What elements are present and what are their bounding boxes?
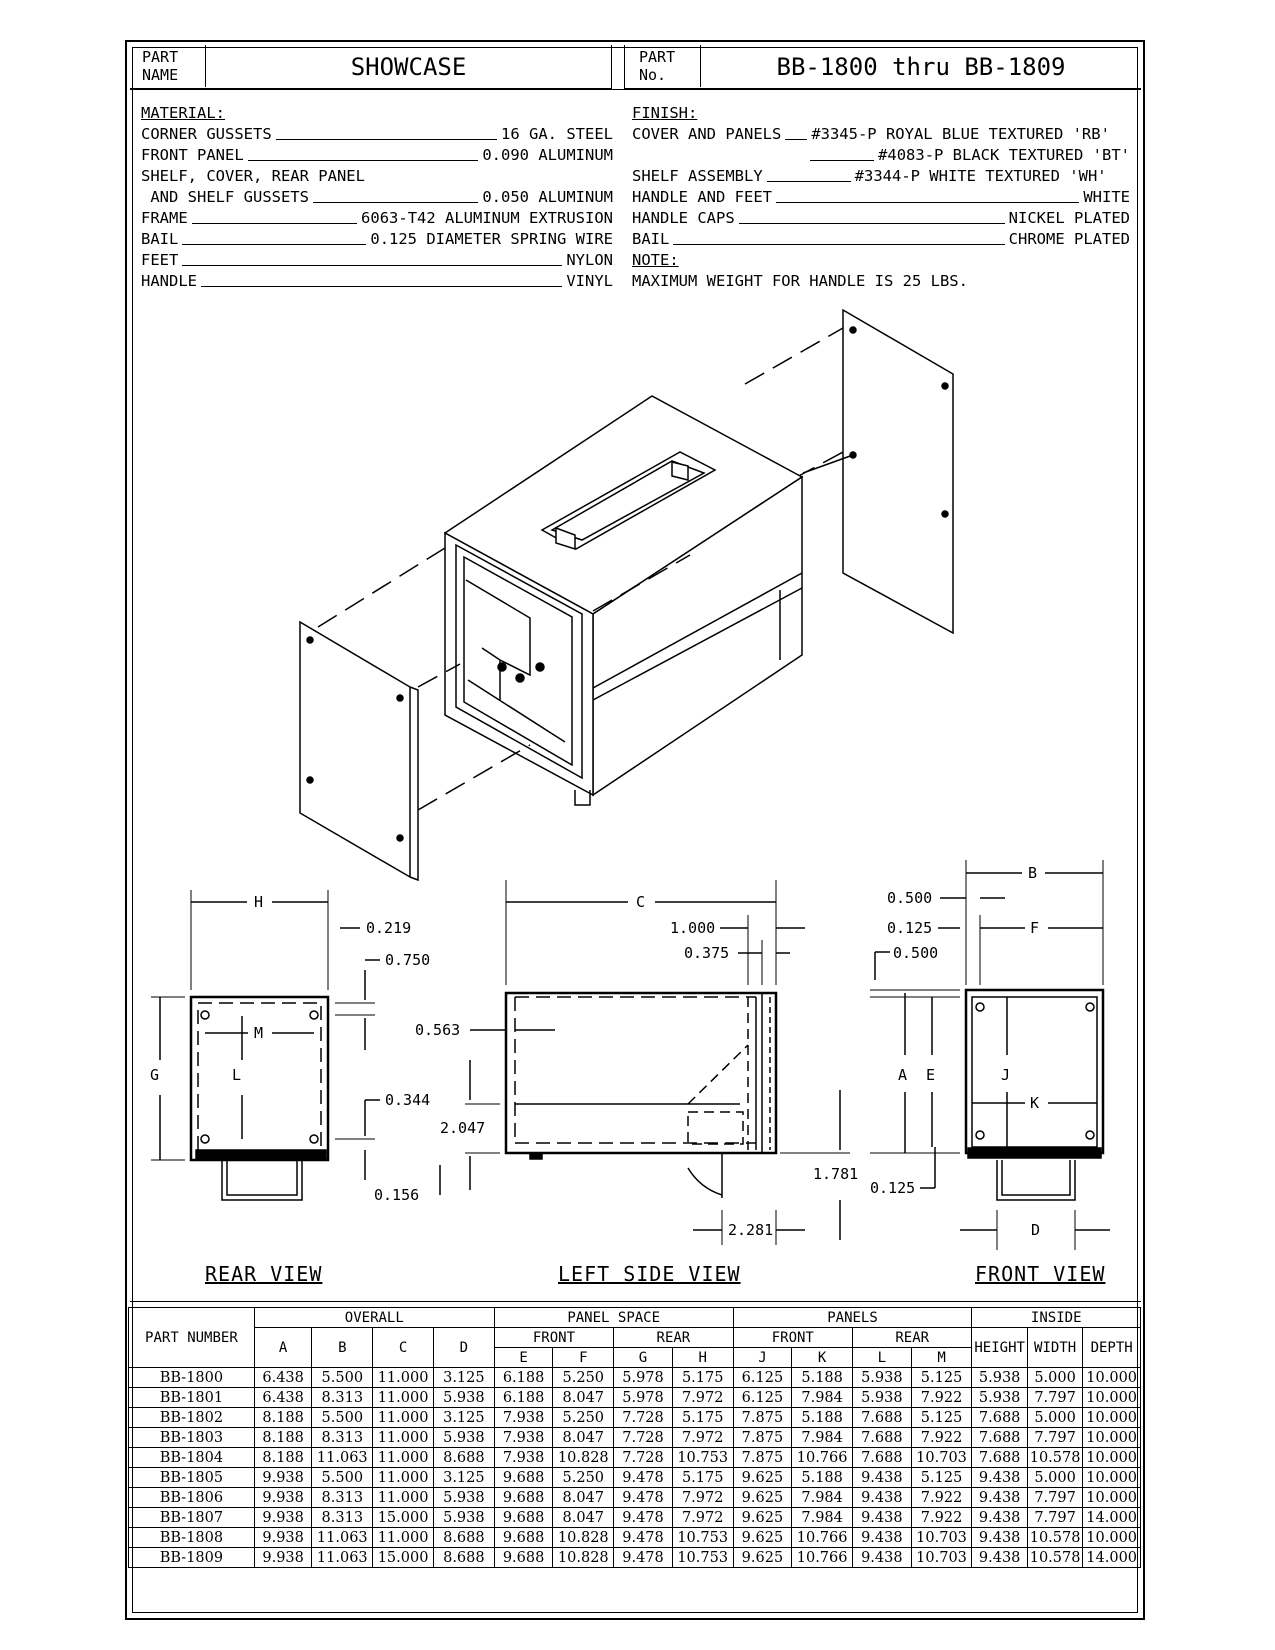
table-cell: 9.938 bbox=[254, 1468, 312, 1488]
table-cell: 8.047 bbox=[553, 1388, 614, 1408]
table-cell: 8.313 bbox=[312, 1488, 373, 1508]
table-cell: 9.625 bbox=[733, 1488, 792, 1508]
table-cell: 10.000 bbox=[1083, 1468, 1141, 1488]
table-row bbox=[129, 1548, 1141, 1568]
table-cell: 9.688 bbox=[494, 1528, 553, 1548]
table-cell: 9.438 bbox=[853, 1468, 912, 1488]
table-cell: 7.797 bbox=[1027, 1388, 1082, 1408]
table-divider bbox=[130, 1301, 1141, 1302]
part-name: SHOWCASE bbox=[350, 52, 467, 81]
table-cell: 5.250 bbox=[553, 1408, 614, 1428]
dim-k: K bbox=[1030, 1094, 1040, 1112]
table-cell: 9.438 bbox=[972, 1508, 1027, 1528]
table-cell: 5.938 bbox=[853, 1388, 912, 1408]
table-cell: 9.938 bbox=[254, 1528, 312, 1548]
table-cell: 9.478 bbox=[614, 1468, 673, 1488]
part-number-cell: BB-1807 bbox=[129, 1508, 255, 1528]
table-cell: 11.063 bbox=[312, 1448, 373, 1468]
table-cell: 7.922 bbox=[911, 1508, 972, 1528]
table-cell: 3.125 bbox=[433, 1468, 494, 1488]
dim-0500a: 0.500 bbox=[887, 889, 933, 907]
table-cell: 7.688 bbox=[972, 1448, 1027, 1468]
table-cell: 8.688 bbox=[433, 1528, 494, 1548]
table-cell: 7.938 bbox=[494, 1408, 553, 1428]
table-cell: 11.000 bbox=[373, 1528, 434, 1548]
dim-e: E bbox=[926, 1066, 936, 1084]
table-cell: 6.438 bbox=[254, 1368, 312, 1388]
dim-0750: 0.750 bbox=[385, 951, 431, 969]
table-cell: 8.188 bbox=[254, 1408, 312, 1428]
table-cell: 7.688 bbox=[972, 1428, 1027, 1448]
table-cell: 10.578 bbox=[1027, 1448, 1082, 1468]
table-cell: 10.703 bbox=[911, 1528, 972, 1548]
table-cell: 5.938 bbox=[433, 1508, 494, 1528]
table-cell: 9.688 bbox=[494, 1468, 553, 1488]
part-number-cell: BB-1806 bbox=[129, 1488, 255, 1508]
table-cell: 5.978 bbox=[614, 1368, 673, 1388]
table-cell: 7.938 bbox=[494, 1448, 553, 1468]
dim-1781: 1.781 bbox=[813, 1165, 859, 1183]
left-side-view-drawing bbox=[465, 880, 850, 1245]
dimension-table: PART NUMBER OVERALL PANEL SPACE PANELS INSIDE A B C D FRONT REAR FRONT REAR HEIGHT WIDTH DEPTH E F G H J K L M BB-1800 6.438 5.500 11.000 3.125 6.188 5.250 5.978 5.175 6.125 5.188 5.938 5.125 5.938 5.000 10.000 BB-1801 6.438 8.313 11.000 5.938 6.188 8.047 5.978 7.972 6.125 7.984 5.938 7.922 5.938 7.797 10.000 BB-1802 8.188 5.500 11.000 3.125 7.938 5.250 7.728 5.175 7.875 5.188 7.688 5.125 7.688 5.000 10.000 BB-1803 8.188 8.313 11.000 5.938 7.938 8.047 7.728 7.972 7.875 7.984 7.688 7.922 7.688 7.797 10.000 BB-1804 8.188 11.063 11.000 8.688 7.938 10.828 7.728 10.753 7.875 10.766 7.688 10.703 7.688 10.578 10.000 BB-1805 9.938 5.500 11.000 3.125 9.688 5.250 9.478 5.175 9.625 5.188 9.438 5.125 9.438 5.000 10.000 BB-1806 9.938 8.313 11.000 5.938 9.688 8.047 9.478 7.972 9.625 7.984 9.438 7.922 9.438 7.797 10.000 BB-1807 9.938 8.313 15.000 5.938 9.688 8.047 9.478 7.972 9.625 7.984 9.438 7.922 9.438 7.797 14.000 BB-1808 9.938 11.063 11.000 8.688 9.688 10.828 9.478 10.753 9.625 10.766 9.438 10.703 9.438 10.578 10.000 BB-1809 9.938 11.063 15.000 8.688 9.688 10.828 9.478 10.753 9.625 10.766 9.438 10.703 9.438 10.578 14.000 bbox=[128, 1307, 1141, 1568]
table-cell: 15.000 bbox=[373, 1508, 434, 1528]
table-cell: 9.478 bbox=[614, 1548, 673, 1568]
isometric-assembly bbox=[300, 310, 953, 880]
table-cell: 11.000 bbox=[373, 1368, 434, 1388]
table-row bbox=[129, 1368, 1141, 1388]
dim-0156: 0.156 bbox=[374, 1186, 420, 1204]
table-cell: 9.688 bbox=[494, 1548, 553, 1568]
table-cell: 9.478 bbox=[614, 1508, 673, 1528]
table-cell: 5.188 bbox=[792, 1468, 853, 1488]
table-cell: 5.938 bbox=[433, 1428, 494, 1448]
table-cell: 5.000 bbox=[1027, 1408, 1082, 1428]
table-cell: 7.922 bbox=[911, 1488, 972, 1508]
table-cell: 10.828 bbox=[553, 1448, 614, 1468]
table-cell: 7.875 bbox=[733, 1448, 792, 1468]
table-cell: 11.000 bbox=[373, 1388, 434, 1408]
dim-2047: 2.047 bbox=[440, 1119, 486, 1137]
table-cell: 5.175 bbox=[672, 1468, 733, 1488]
part-number-cell: BB-1801 bbox=[129, 1388, 255, 1408]
table-cell: 9.625 bbox=[733, 1468, 792, 1488]
table-cell: 3.125 bbox=[433, 1368, 494, 1388]
table-cell: 7.938 bbox=[494, 1428, 553, 1448]
rear-view-label: REAR VIEW bbox=[205, 1262, 323, 1286]
table-row bbox=[129, 1528, 1141, 1548]
dim-0125a: 0.125 bbox=[887, 919, 933, 937]
table-cell: 9.438 bbox=[853, 1508, 912, 1528]
part-no-label: PART No. bbox=[625, 45, 701, 87]
table-cell: 5.938 bbox=[972, 1388, 1027, 1408]
note-heading: NOTE: bbox=[632, 251, 679, 269]
table-row bbox=[129, 1468, 1141, 1488]
table-cell: 9.625 bbox=[733, 1528, 792, 1548]
table-cell: 5.500 bbox=[312, 1408, 373, 1428]
material-spec: MATERIAL: CORNER GUSSETS 16 GA. STEEL FRONT PANEL 0.090 ALUMINUM SHELF, COVER, REAR PANEL AND SHELF GUSSETS 0.050 ALUMINUM FRAME 6063-T42 ALUMINUM EXTRUSION BAIL 0.125 DIAMETER SPRING WIRE FEET NYLON HANDLE VINYL bbox=[141, 104, 613, 290]
table-cell: 10.766 bbox=[792, 1548, 853, 1568]
table-cell: 7.984 bbox=[792, 1488, 853, 1508]
table-row bbox=[129, 1408, 1141, 1428]
table-cell: 9.478 bbox=[614, 1488, 673, 1508]
table-cell: 8.688 bbox=[433, 1448, 494, 1468]
table-cell: 7.688 bbox=[853, 1448, 912, 1468]
table-cell: 8.188 bbox=[254, 1428, 312, 1448]
dim-0125b: 0.125 bbox=[870, 1179, 916, 1197]
dim-0219: 0.219 bbox=[366, 919, 412, 937]
table-cell: 5.175 bbox=[672, 1408, 733, 1428]
dim-h: H bbox=[254, 893, 264, 911]
table-cell: 7.875 bbox=[733, 1428, 792, 1448]
dim-m: M bbox=[254, 1024, 264, 1042]
table-cell: 9.688 bbox=[494, 1508, 553, 1528]
finish-heading: FINISH: bbox=[632, 104, 698, 122]
table-cell: 5.938 bbox=[853, 1368, 912, 1388]
table-cell: 8.047 bbox=[553, 1508, 614, 1528]
table-cell: 9.438 bbox=[972, 1468, 1027, 1488]
table-cell: 10.000 bbox=[1083, 1448, 1141, 1468]
table-cell: 5.938 bbox=[433, 1488, 494, 1508]
table-cell: 5.188 bbox=[792, 1408, 853, 1428]
dim-c: C bbox=[636, 893, 646, 911]
table-cell: 8.188 bbox=[254, 1448, 312, 1468]
dim-b: B bbox=[1028, 864, 1038, 882]
table-cell: 10.753 bbox=[672, 1548, 733, 1568]
dim-0500b: 0.500 bbox=[893, 944, 939, 962]
table-cell: 5.500 bbox=[312, 1468, 373, 1488]
part-number-cell: BB-1803 bbox=[129, 1428, 255, 1448]
table-cell: 9.938 bbox=[254, 1508, 312, 1528]
table-cell: 7.984 bbox=[792, 1508, 853, 1528]
table-cell: 9.938 bbox=[254, 1488, 312, 1508]
table-cell: 7.797 bbox=[1027, 1428, 1082, 1448]
table-cell: 7.972 bbox=[672, 1428, 733, 1448]
table-cell: 9.438 bbox=[972, 1548, 1027, 1568]
table-cell: 10.578 bbox=[1027, 1528, 1082, 1548]
table-cell: 5.938 bbox=[972, 1368, 1027, 1388]
table-cell: 9.438 bbox=[972, 1488, 1027, 1508]
table-cell: 11.000 bbox=[373, 1428, 434, 1448]
table-cell: 11.000 bbox=[373, 1488, 434, 1508]
table-cell: 10.000 bbox=[1083, 1528, 1141, 1548]
table-cell: 3.125 bbox=[433, 1408, 494, 1428]
table-cell: 5.938 bbox=[433, 1388, 494, 1408]
table-cell: 6.188 bbox=[494, 1388, 553, 1408]
th-panel-space: PANEL SPACE bbox=[494, 1308, 733, 1328]
table-cell: 5.125 bbox=[911, 1408, 972, 1428]
part-number-cell: BB-1805 bbox=[129, 1468, 255, 1488]
table-cell: 7.922 bbox=[911, 1388, 972, 1408]
table-cell: 5.250 bbox=[553, 1368, 614, 1388]
table-cell: 9.478 bbox=[614, 1528, 673, 1548]
dim-d: D bbox=[1031, 1221, 1041, 1239]
part-no: BB-1800 thru BB-1809 bbox=[776, 52, 1066, 81]
table-cell: 11.000 bbox=[373, 1448, 434, 1468]
left-side-view-label: LEFT SIDE VIEW bbox=[558, 1262, 741, 1286]
table-cell: 7.688 bbox=[972, 1408, 1027, 1428]
part-name-label: PART NAME bbox=[130, 45, 206, 87]
th-overall: OVERALL bbox=[254, 1308, 494, 1328]
dim-g: G bbox=[150, 1066, 160, 1084]
table-cell: 10.578 bbox=[1027, 1548, 1082, 1568]
dim-j: J bbox=[1001, 1066, 1011, 1084]
part-number-cell: BB-1808 bbox=[129, 1528, 255, 1548]
table-cell: 8.313 bbox=[312, 1428, 373, 1448]
table-cell: 8.313 bbox=[312, 1388, 373, 1408]
table-cell: 10.828 bbox=[553, 1528, 614, 1548]
table-cell: 6.438 bbox=[254, 1388, 312, 1408]
table-cell: 5.175 bbox=[672, 1368, 733, 1388]
table-cell: 10.753 bbox=[672, 1528, 733, 1548]
dim-2281: 2.281 bbox=[728, 1221, 774, 1239]
table-cell: 5.000 bbox=[1027, 1468, 1082, 1488]
table-cell: 7.688 bbox=[853, 1428, 912, 1448]
rear-panel bbox=[843, 310, 953, 633]
part-number-cell: BB-1809 bbox=[129, 1548, 255, 1568]
table-cell: 10.753 bbox=[672, 1448, 733, 1468]
table-cell: 11.000 bbox=[373, 1468, 434, 1488]
table-row bbox=[129, 1488, 1141, 1508]
front-view-label: FRONT VIEW bbox=[975, 1262, 1106, 1286]
table-cell: 10.000 bbox=[1083, 1428, 1141, 1448]
table-row bbox=[129, 1508, 1141, 1528]
table-cell: 9.438 bbox=[853, 1548, 912, 1568]
table-cell: 10.000 bbox=[1083, 1388, 1141, 1408]
table-cell: 11.000 bbox=[373, 1408, 434, 1428]
dim-0375: 0.375 bbox=[684, 944, 730, 962]
table-row bbox=[129, 1428, 1141, 1448]
table-cell: 10.000 bbox=[1083, 1488, 1141, 1508]
dim-1000: 1.000 bbox=[670, 919, 716, 937]
table-cell: 10.000 bbox=[1083, 1408, 1141, 1428]
table-cell: 5.978 bbox=[614, 1388, 673, 1408]
dim-0563: 0.563 bbox=[415, 1021, 461, 1039]
table-cell: 8.313 bbox=[312, 1508, 373, 1528]
part-number-cell: BB-1802 bbox=[129, 1408, 255, 1428]
table-cell: 9.438 bbox=[853, 1488, 912, 1508]
table-cell: 7.797 bbox=[1027, 1488, 1082, 1508]
table-cell: 7.688 bbox=[853, 1408, 912, 1428]
table-cell: 9.625 bbox=[733, 1548, 792, 1568]
table-cell: 14.000 bbox=[1083, 1548, 1141, 1568]
table-cell: 5.500 bbox=[312, 1368, 373, 1388]
table-cell: 8.047 bbox=[553, 1488, 614, 1508]
th-part-number: PART NUMBER bbox=[129, 1308, 255, 1368]
table-cell: 5.000 bbox=[1027, 1368, 1082, 1388]
table-cell: 9.625 bbox=[733, 1508, 792, 1528]
table-cell: 7.972 bbox=[672, 1508, 733, 1528]
table-cell: 6.125 bbox=[733, 1368, 792, 1388]
front-panel bbox=[300, 622, 410, 877]
table-cell: 7.728 bbox=[614, 1408, 673, 1428]
table-cell: 7.922 bbox=[911, 1428, 972, 1448]
table-cell: 14.000 bbox=[1083, 1508, 1141, 1528]
dim-a: A bbox=[898, 1066, 908, 1084]
table-cell: 5.125 bbox=[911, 1368, 972, 1388]
table-cell: 10.828 bbox=[553, 1548, 614, 1568]
dim-0344: 0.344 bbox=[385, 1091, 431, 1109]
table-cell: 6.125 bbox=[733, 1388, 792, 1408]
dim-f: F bbox=[1030, 919, 1040, 937]
table-row bbox=[129, 1388, 1141, 1408]
table-cell: 8.688 bbox=[433, 1548, 494, 1568]
table-cell: 9.438 bbox=[853, 1528, 912, 1548]
table-cell: 9.938 bbox=[254, 1548, 312, 1568]
finish-spec: FINISH: COVER AND PANELS #3345-P ROYAL BLUE TEXTURED 'RB' #4083-P BLACK TEXTURED 'BT' SHELF ASSEMBLY #3344-P WHITE TEXTURED 'WH' HANDLE AND FEET WHITE HANDLE CAPS NICKEL PLATED BAIL CHROME PLATED NOTE: MAXIMUM WEIGHT FOR HANDLE IS 25 LBS. bbox=[632, 104, 1130, 290]
table-cell: 5.250 bbox=[553, 1468, 614, 1488]
table-cell: 10.766 bbox=[792, 1448, 853, 1468]
table-cell: 8.047 bbox=[553, 1428, 614, 1448]
table-cell: 7.797 bbox=[1027, 1508, 1082, 1528]
part-number-cell: BB-1800 bbox=[129, 1368, 255, 1388]
table-cell: 15.000 bbox=[373, 1548, 434, 1568]
table-cell: 7.728 bbox=[614, 1448, 673, 1468]
table-cell: 7.972 bbox=[672, 1388, 733, 1408]
table-cell: 11.063 bbox=[312, 1548, 373, 1568]
table-cell: 7.875 bbox=[733, 1408, 792, 1428]
table-row bbox=[129, 1448, 1141, 1468]
table-cell: 7.972 bbox=[672, 1488, 733, 1508]
table-cell: 7.984 bbox=[792, 1388, 853, 1408]
table-cell: 10.766 bbox=[792, 1528, 853, 1548]
table-cell: 9.438 bbox=[972, 1528, 1027, 1548]
th-inside: INSIDE bbox=[972, 1308, 1141, 1328]
table-cell: 9.688 bbox=[494, 1488, 553, 1508]
table-cell: 6.188 bbox=[494, 1368, 553, 1388]
table-cell: 10.703 bbox=[911, 1548, 972, 1568]
dim-l: L bbox=[232, 1066, 242, 1084]
table-cell: 10.000 bbox=[1083, 1368, 1141, 1388]
table-cell: 11.063 bbox=[312, 1528, 373, 1548]
th-panels: PANELS bbox=[733, 1308, 972, 1328]
table-cell: 10.703 bbox=[911, 1448, 972, 1468]
note-text: MAXIMUM WEIGHT FOR HANDLE IS 25 LBS. bbox=[632, 272, 968, 290]
part-number-cell: BB-1804 bbox=[129, 1448, 255, 1468]
table-cell: 5.125 bbox=[911, 1468, 972, 1488]
table-cell: 7.728 bbox=[614, 1428, 673, 1448]
material-heading: MATERIAL: bbox=[141, 104, 225, 122]
table-cell: 5.188 bbox=[792, 1368, 853, 1388]
table-cell: 7.984 bbox=[792, 1428, 853, 1448]
